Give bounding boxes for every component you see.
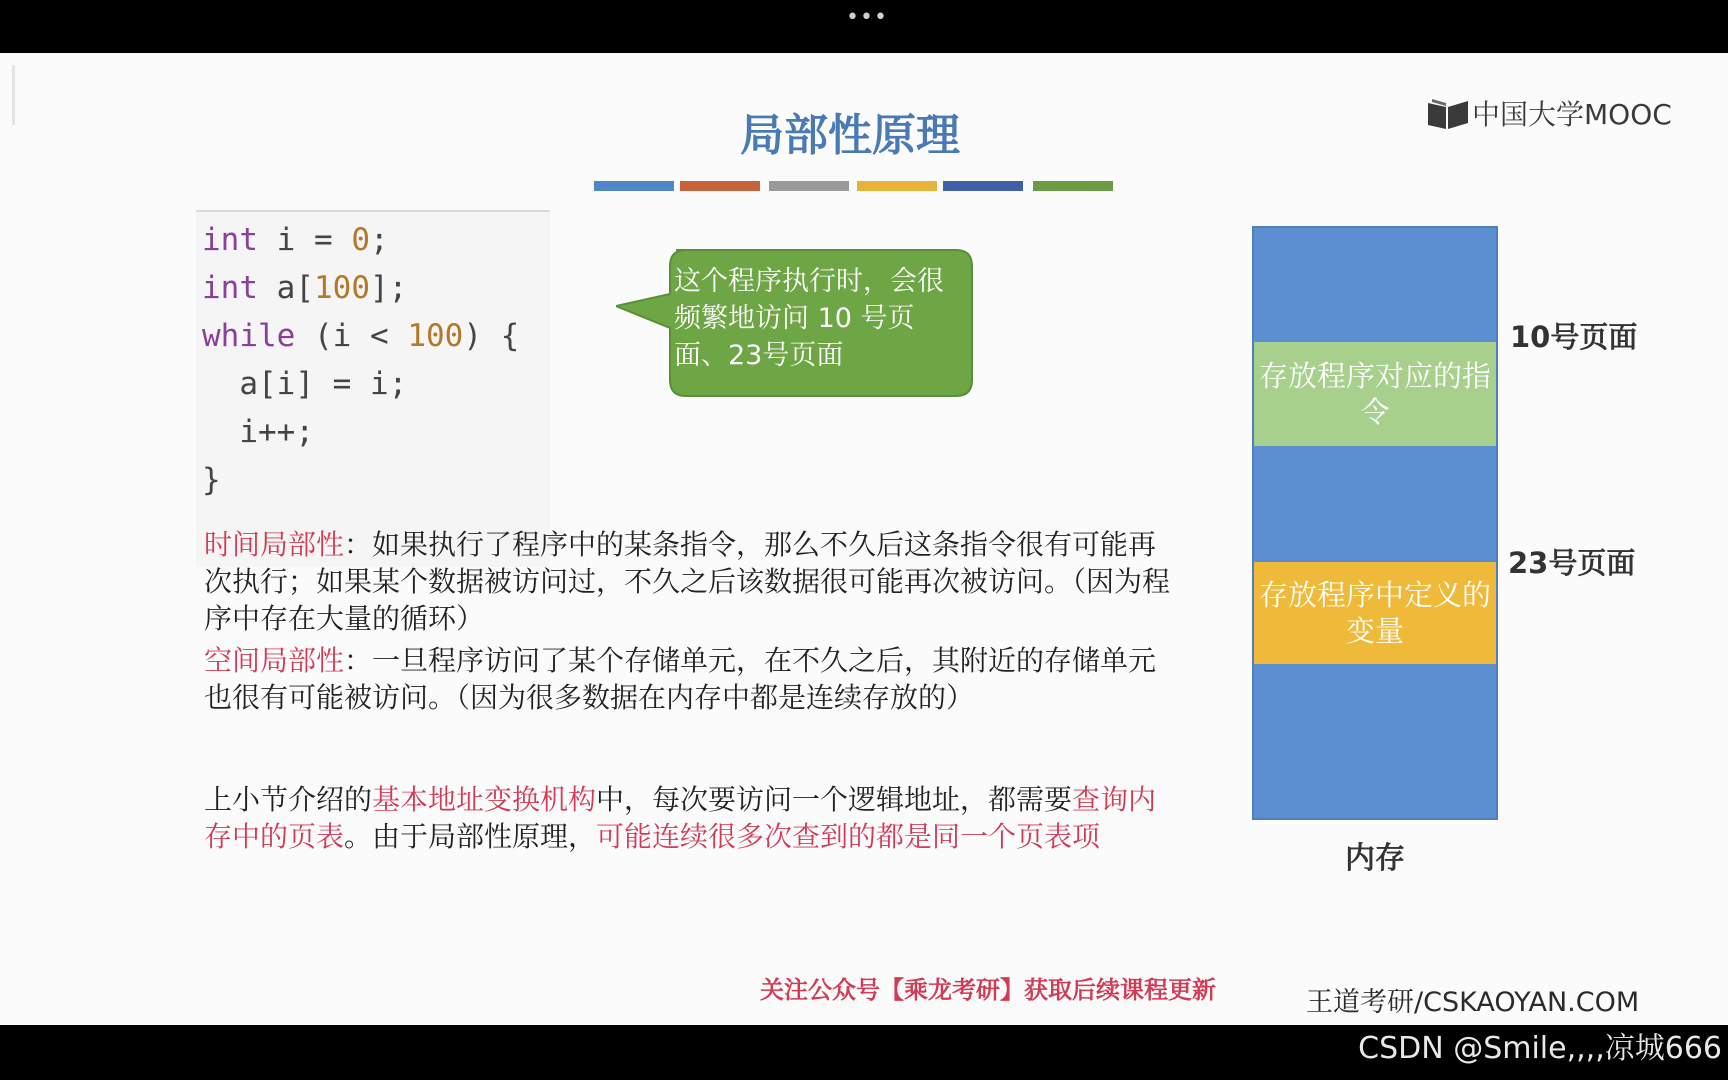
code-token: a[ xyxy=(258,270,314,306)
code-token: i = xyxy=(258,222,352,258)
mooc-logo-text: 中国大学MOOC xyxy=(1472,98,1672,131)
code-line xyxy=(202,220,389,260)
summary-paragraph xyxy=(204,781,1176,855)
body-text: 。由于局部性原理， xyxy=(344,820,597,853)
divider-segment xyxy=(680,181,760,191)
page-10-label: 10号页面 xyxy=(1510,320,1638,354)
memory-caption: 内存 xyxy=(1345,841,1405,876)
code-token: int xyxy=(202,270,258,306)
slide xyxy=(0,53,1728,1025)
callout-text: 这个程序执行时，会很频繁地访问 10 号页面、23号页面 xyxy=(674,266,944,371)
footer-promo-text: 关注公众号【乘龙考研】获取后续课程更新 xyxy=(760,976,1216,1004)
instruction-page-block: 存放程序对应的指令 xyxy=(1254,342,1496,446)
code-token: i++; xyxy=(202,414,314,450)
code-line xyxy=(202,268,407,308)
code-token: while xyxy=(202,318,296,354)
more-horizontal-icon[interactable]: ••• xyxy=(846,5,888,30)
divider-segment xyxy=(857,181,937,191)
highlight-text: 可能连续很多次查到的都是同一个页表项 xyxy=(596,820,1101,853)
top-bar xyxy=(0,0,1728,53)
csdn-watermark: CSDN @Smile,,,,凉城666 xyxy=(1358,1031,1722,1066)
code-token: 0 xyxy=(351,222,370,258)
code-token: ; xyxy=(370,222,389,258)
code-block xyxy=(196,210,550,567)
code-token: ) { xyxy=(463,318,520,354)
body-text: ：如果执行了程序中的某条指令，那么不久后这条指令很有可能再次执行；如果某个数据被访问过，不久之后该数据很可能再次被访问。（因为程序中存在大量的循环） xyxy=(204,528,1171,635)
highlight-text: 空间局部性 xyxy=(204,644,345,677)
variable-page-block: 存放程序中定义的变量 xyxy=(1254,562,1496,664)
footer-site-text: 王道考研/CSKAOYAN.COM xyxy=(1306,987,1640,1018)
divider-segment xyxy=(1033,181,1113,191)
code-token: ]; xyxy=(370,270,408,306)
divider-segment xyxy=(769,181,849,191)
highlight-text: 基本地址变换机构 xyxy=(372,783,597,816)
divider-segment xyxy=(594,181,674,191)
body-text: 中，每次要访问一个逻辑地址，都需要 xyxy=(596,783,1073,816)
code-line xyxy=(202,460,221,500)
code-token: (i < xyxy=(295,318,408,354)
divider-segment xyxy=(943,181,1023,191)
mooc-logo xyxy=(1424,93,1676,137)
spatial-locality-paragraph xyxy=(204,642,1176,716)
highlight-text: 时间局部性 xyxy=(204,528,345,561)
body-text: ：一旦程序访问了某个存储单元，在不久之后，其附近的存储单元也很有可能被访问。（因为很多数据在内存中都是连续存放的） xyxy=(204,644,1157,714)
body-text: 上小节介绍的 xyxy=(204,783,373,816)
page-23-label: 23号页面 xyxy=(1508,546,1636,580)
code-token: 100 xyxy=(407,318,464,354)
code-token: 100 xyxy=(314,270,370,306)
memory-diagram xyxy=(1252,226,1498,820)
code-token: a[i] = i; xyxy=(202,366,408,402)
highlight-text: 查询内存中的页表 xyxy=(204,783,1157,853)
slide-edge-divider xyxy=(12,65,15,125)
code-line xyxy=(202,316,519,356)
mooc-book-icon xyxy=(1424,97,1472,133)
code-line xyxy=(202,364,407,404)
temporal-locality-paragraph xyxy=(204,526,1176,637)
slide-title: 局部性原理 xyxy=(740,110,960,161)
code-line xyxy=(202,412,314,452)
code-token: } xyxy=(202,462,221,498)
code-token: int xyxy=(202,222,258,258)
